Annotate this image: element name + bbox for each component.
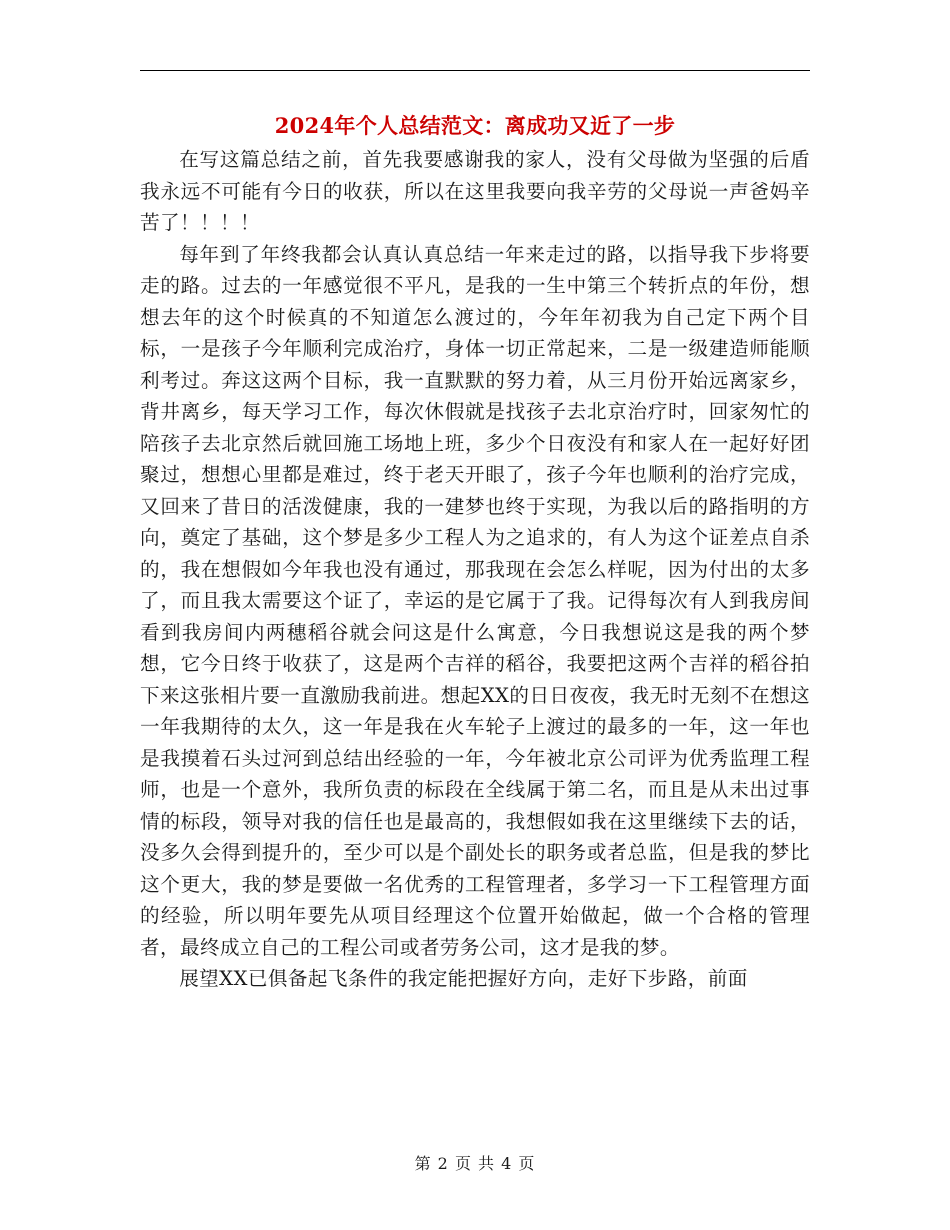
header-rule	[140, 70, 810, 71]
paragraph: 展望XX已俱备起飞条件的我定能把握好方向，走好下步路，前面	[179, 967, 748, 990]
document-body	[140, 144, 810, 995]
paragraph: 在写这篇总结之前，首先我要感谢我的家人，没有父母做为坚强的后盾我永远不可能有今日的收获，所以在这里我要向我辛劳的父母说一声爸妈辛苦了！！！！	[140, 148, 810, 234]
document-title: 2024年个人总结范文：离成功又近了一步	[274, 113, 676, 138]
paragraph: 每年到了年终我都会认真认真总结一年来走过的路，以指导我下步将要走的路。过去的一年感觉很不平凡，是我的一生中第三个转折点的年份，想想去年的这个时候真的不知道怎么渡过的，今年年初我为自己定下两个目标，一是孩子今年顺利完成治疗，身体一切正常起来，二是一级建造师能顺利考过。奔这这两个目标，我一直默默的努力着，从三月份开始远离家乡，背井离乡，每天学习工作，每次休假就是找孩子去北京治疗时，回家匆忙的陪孩子去北京然后就回施工场地上班，多少个日夜没有和家人在一起好好团聚过，想想心里都是难过，终于老天开眼了，孩子今年也顺利的治疗完成，又回来了昔日的活泼健康，我的一建梦也终于实现，为我以后的路指明的方向，奠定了基础，这个梦是多少工程人为之追求的，有人为这个证差点自杀的，我在想假如今年我也没有通过，那我现在会怎么样呢，因为付出的太多了，而且我太需要这个证了，幸运的是它属于了我。记得每次有人到我房间看到我房间内两穗稻谷就会问这是什么寓意，今日我想说这是我的两个梦想，它今日终于收获了，这是两个吉祥的稻谷，我要把这两个吉祥的稻谷拍下来这张相片要一直激励我前进。想起XX的日日夜夜，我无时无刻不在想这一年我期待的太久，这一年是我在火车轮子上渡过的最多的一年，这一年也是我摸着石头过河到总结出经验的一年，今年被北京公司评为优秀监理工程师，也是一个意外，我所负责的标段在全线属于第二名，而且是从未出过事情的标段，领导对我的信任也是最高的，我想假如我在这里继续下去的话，没多久会得到提升的，至少可以是个副处长的职务或者总监，但是我的梦比这个更大，我的梦是要做一名优秀的工程管理者，多学习一下工程管理方面的经验，所以明年要先从项目经理这个位置开始做起，做一个合格的管理者，最终成立自己的工程公司或者劳务公司，这才是我的梦。	[140, 242, 810, 959]
page-number: 第 2 页 共 4 页	[414, 1154, 536, 1173]
